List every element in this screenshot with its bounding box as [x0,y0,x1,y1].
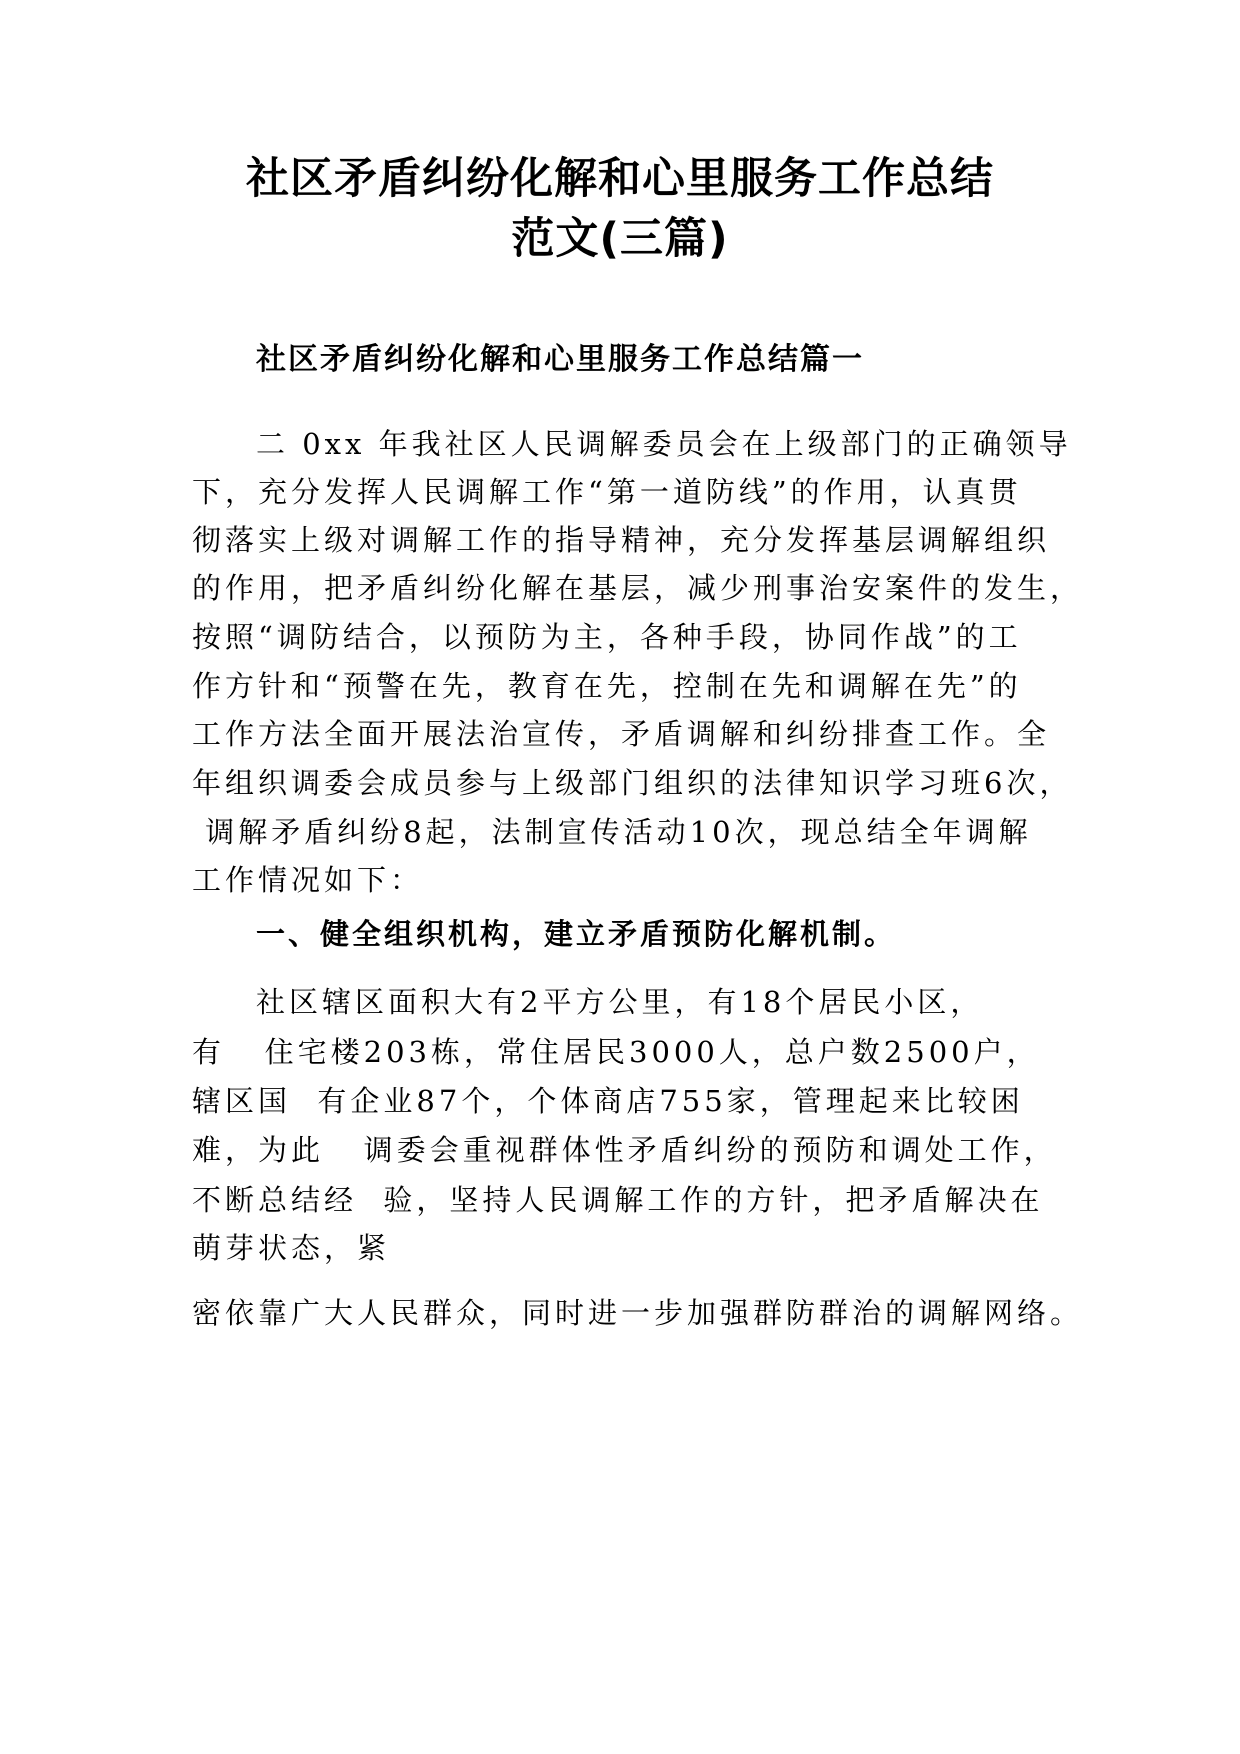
paragraph-1-line-2: 下，充分发挥人民调解工作“第一道防线”的作用，认真贯 [192,475,1022,509]
paragraph-1-line-7: 工作方法全面开展法治宣传，矛盾调解和纠纷排查工作。全 [192,717,1051,751]
paragraph-2-line-6: 萌芽状态，紧 [192,1231,391,1265]
paragraph-2-line-1: 社区辖区面积大有2平方公里，有18个居民小区， [256,985,984,1019]
paragraph-1-line-10: 工作情况如下： [192,863,424,897]
paragraph-1-line-8: 年组织调委会成员参与上级部门组织的法律知识学习班6次， [192,766,1073,800]
paragraph-1-line-9: 调解矛盾纠纷8起，法制宣传活动10次，现总结全年调解 [192,815,1032,849]
paragraph-1-line-5: 按照“调防结合，以预防为主，各种手段，协同作战”的工 [192,620,1022,654]
paragraph-1-line-4: 的作用，把矛盾纠纷化解在基层，减少刑事治安案件的发生， [192,571,1084,605]
paragraph-2-line-5: 不断总结经 验，坚持人民调解工作的方针，把矛盾解决在 [192,1183,1044,1217]
paragraph-1-line-3: 彻落实上级对调解工作的指导精神，充分发挥基层调解组织 [192,523,1051,557]
document-title-line-2: 范文(三篇) [511,214,729,264]
paragraph-2-line-2: 有 住宅楼203栋，常住居民3000人，总户数2500户， [192,1035,1040,1069]
paragraph-1-line-6: 作方针和“预警在先，教育在先，控制在先和调解在先”的 [192,669,1022,703]
section-1-heading: 一、健全组织机构，建立矛盾预防化解机制。 [256,917,897,951]
section-subtitle: 社区矛盾纠纷化解和心里服务工作总结篇一 [256,342,864,377]
paragraph-1-line-1: 二 0xx 年我社区人民调解委员会在上级部门的正确领导 [256,427,1072,461]
paragraph-2-line-3: 辖区国 有企业87个，个体商店755家，管理起来比较困 [192,1084,1024,1118]
document-title-line-1: 社区矛盾纠纷化解和心里服务工作总结 [246,154,994,204]
paragraph-2-line-4: 难，为此 调委会重视群体性矛盾纠纷的预防和调处工作， [192,1133,1057,1167]
paragraph-2-line-7: 密依靠广大人民群众，同时进一步加强群防群治的调解网络。 [192,1296,1084,1330]
